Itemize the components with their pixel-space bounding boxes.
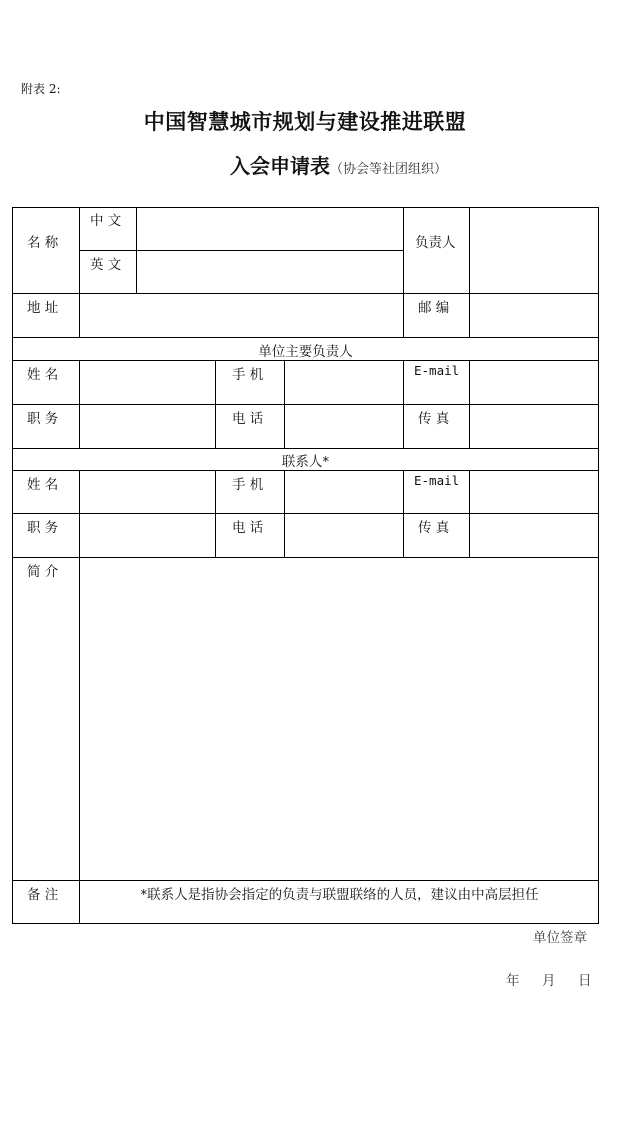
remarks-label: 备 注 — [27, 887, 59, 903]
divider — [79, 470, 80, 557]
contact-fax-label: 传 真 — [418, 520, 450, 536]
principal-fax-field[interactable] — [471, 406, 597, 447]
table-border-right — [598, 207, 599, 923]
divider — [469, 470, 470, 557]
remarks-text: *联系人是指协会指定的负责与联盟联络的人员，建议由中高层担任 — [140, 887, 539, 903]
divider — [12, 337, 599, 338]
principal-fax-label: 传 真 — [418, 411, 450, 427]
contact-phone-field[interactable] — [286, 515, 402, 556]
divider — [79, 557, 80, 923]
day-label: 日 — [578, 973, 592, 989]
person-in-charge-field[interactable] — [471, 209, 597, 292]
divider — [12, 360, 599, 361]
contact-mobile-field[interactable] — [286, 472, 402, 512]
principal-mobile-label: 手 机 — [232, 367, 264, 383]
address-label: 地 址 — [27, 300, 59, 316]
unit-seal-label: 单位签章 — [533, 930, 587, 946]
contact-mobile-label: 手 机 — [232, 477, 264, 493]
divider — [12, 880, 599, 881]
principal-name-field[interactable] — [81, 362, 214, 403]
table-border-left — [12, 207, 13, 923]
contact-email-field[interactable] — [471, 472, 597, 512]
table-border-top — [12, 207, 599, 208]
divider — [12, 293, 599, 294]
principal-name-label: 姓 名 — [27, 367, 59, 383]
contact-email-label: E-mail — [414, 473, 460, 488]
chinese-name-label: 中 文 — [90, 213, 122, 229]
intro-field[interactable] — [81, 559, 597, 879]
divider — [12, 448, 599, 449]
divider — [469, 360, 470, 448]
form-title — [230, 150, 447, 179]
divider — [284, 360, 285, 448]
principal-title-label: 职 务 — [27, 411, 59, 427]
divider — [12, 513, 599, 514]
contact-name-label: 姓 名 — [27, 477, 59, 493]
person-in-charge-label: 负责人 — [415, 235, 456, 251]
name-label: 名 称 — [27, 235, 59, 251]
principal-phone-field[interactable] — [286, 406, 402, 447]
address-field[interactable] — [81, 295, 402, 336]
divider — [12, 404, 599, 405]
form-title-main: 入会申请表 — [230, 154, 330, 178]
principal-email-field[interactable] — [471, 362, 597, 403]
principal-section-header: 单位主要负责人 — [258, 344, 353, 360]
annex-label: 附表 2: — [21, 82, 61, 96]
divider — [215, 360, 216, 448]
divider — [12, 557, 599, 558]
contact-title-label: 职 务 — [27, 520, 59, 536]
document-title: 中国智慧城市规划与建设推进联盟 — [143, 110, 467, 134]
divider — [403, 470, 404, 557]
postcode-field[interactable] — [471, 295, 597, 336]
divider — [469, 207, 470, 337]
postcode-label: 邮 编 — [418, 300, 450, 316]
year-label: 年 — [506, 973, 520, 989]
divider — [284, 470, 285, 557]
contact-title-field[interactable] — [81, 515, 214, 556]
chinese-name-field[interactable] — [138, 209, 402, 249]
principal-email-label: E-mail — [414, 363, 460, 378]
form-title-note: （协会等社团组织） — [330, 162, 448, 177]
divider — [12, 470, 599, 471]
principal-mobile-field[interactable] — [286, 362, 402, 403]
month-label: 月 — [542, 973, 556, 989]
contact-section-header: 联系人* — [281, 454, 330, 470]
contact-fax-field[interactable] — [471, 515, 597, 556]
principal-title-field[interactable] — [81, 406, 214, 447]
english-name-field[interactable] — [138, 252, 402, 292]
contact-name-field[interactable] — [81, 472, 214, 512]
divider — [403, 207, 404, 337]
intro-label: 简 介 — [27, 564, 59, 580]
contact-phone-label: 电 话 — [232, 520, 264, 536]
table-border-bottom — [12, 923, 599, 924]
principal-phone-label: 电 话 — [232, 411, 264, 427]
english-name-label: 英 文 — [90, 257, 122, 273]
divider-name-rows — [79, 250, 403, 251]
divider — [136, 207, 137, 293]
divider — [215, 470, 216, 557]
divider — [79, 360, 80, 448]
divider — [403, 360, 404, 448]
divider — [79, 207, 80, 337]
